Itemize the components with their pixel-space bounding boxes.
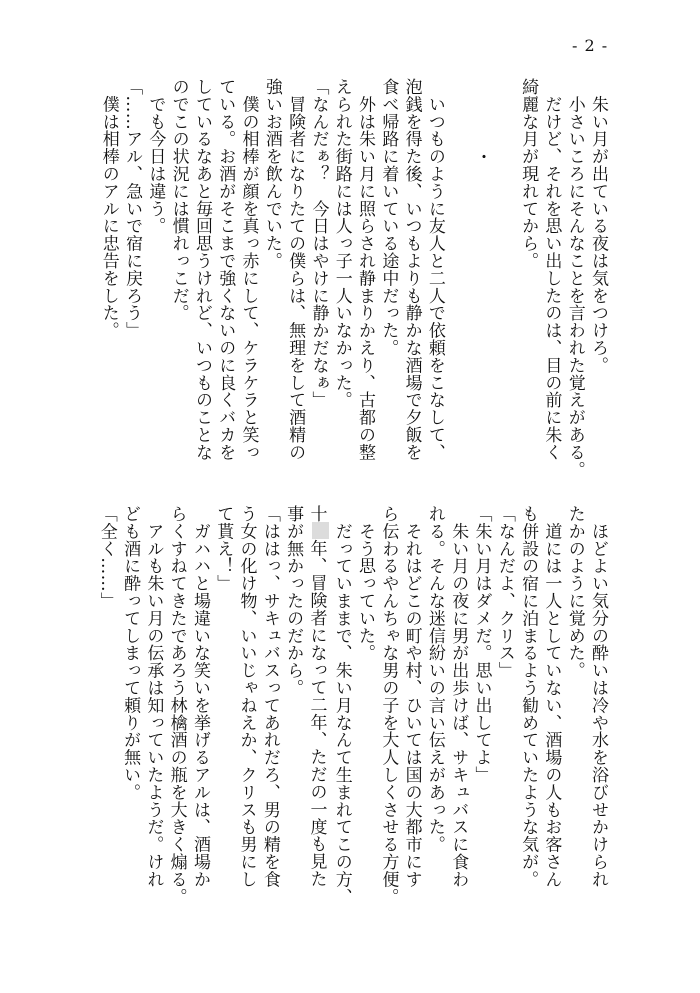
text-line: 「朱い月はダメだ。思い出してよ」 xyxy=(471,505,492,784)
top-text-section xyxy=(96,78,609,479)
text-line: 「全く……」 xyxy=(96,505,117,610)
text-line: れる。そんな迷信紛いの言い伝えがあった。 xyxy=(424,505,445,853)
text-line: 朱い月が出ている夜は気をつけろ。 xyxy=(588,78,608,374)
text-line: 「……アル、急いで宿に戻ろう」 xyxy=(122,78,143,339)
page-number: - 2 - xyxy=(572,36,609,55)
text-line: でも今日は違う。 xyxy=(145,78,166,235)
section-break-dot: ・ xyxy=(471,148,492,166)
text-line: ている。お酒がそこまで強くないのに良くバカを xyxy=(215,78,236,461)
text-prefix: 十 xyxy=(306,505,327,523)
text-line: らくすねてきたであろう林檎酒の瓶を大きく煽る。 xyxy=(166,505,187,906)
text-line: そう思っていた。 xyxy=(355,505,376,662)
text-rest: 年、冒険者になって二年、ただの一度も見た xyxy=(306,539,327,888)
text-line: ほどよい気分の酔いは冷や水を浴びせかけられ xyxy=(588,505,608,888)
text-line: 僕の相棒が顔を真っ赤にして、ケラケラと笑っ xyxy=(238,78,259,461)
text-line: ガハハと場違いな笑いを挙げるアルは、酒場か xyxy=(189,505,210,888)
text-line: 冒険者になりたての僕らは、無理をして酒精の xyxy=(285,78,306,461)
bottom-text-section xyxy=(94,505,609,906)
text-line: だっていままで、朱い月なんて生まれてこの方、 xyxy=(331,505,352,906)
text-line: ら伝わるやんちゃな男の子を大人しくさせる方便。 xyxy=(378,505,399,906)
text-line: う女の化け物、いいじゃねえか、クリスも男にし xyxy=(236,505,257,888)
text-line: も併設の宿に泊まるよう勧めていたような気が。 xyxy=(518,505,539,888)
text-line: 泡銭を得た後、いつもよりも静かな酒場で夕飯を xyxy=(401,78,422,461)
text-line xyxy=(304,505,329,900)
text-line: 「ははっ、サキュバスってあれだろ、男の精を食 xyxy=(259,505,280,888)
text-line: 道には一人としていない、酒場の人もお客さん xyxy=(541,505,562,888)
blank-line xyxy=(493,78,516,473)
text-line: 「なんだよ、クリス」 xyxy=(494,505,515,679)
text-line: たかのように覚めた。 xyxy=(564,505,585,679)
text-line: それはどこの町や村、ひいては国の大都市にす xyxy=(401,505,422,888)
text-line: しているなあと毎回思うけれど、いつものことな xyxy=(191,78,212,461)
text-line: 朱い月の夜に男が出歩けば、サキュバスに食わ xyxy=(448,505,469,888)
text-line: アルも朱い月の伝承は知っていたようだ。けれ xyxy=(143,505,164,888)
text-line: のでこの状況には慣れっこだ。 xyxy=(168,78,189,322)
text-line: 外は朱い月に照らされ静まりかえり、古都の整 xyxy=(355,78,376,461)
text-line: だけど、それを思い出したのは、目の前に朱く xyxy=(541,78,562,461)
text-line: て貰え！」 xyxy=(213,505,234,592)
highlight-box xyxy=(312,522,329,539)
text-line: 事が無かったのだから。 xyxy=(283,505,304,697)
text-line: ども酒に酔ってしまって頼りが無い。 xyxy=(120,505,141,801)
text-line: 小さいころにそんなことを言われた覚えがある。 xyxy=(564,78,585,479)
text-line: えられた街路には人っ子一人いなかった。 xyxy=(331,78,352,409)
text-line: 綺麗な月が現れてから。 xyxy=(518,78,539,270)
text-line: 強いお酒を飲んでいた。 xyxy=(261,78,282,270)
text-line: 「なんだぁ？ 今日はやけに静かだなぁ」 xyxy=(308,78,329,409)
text-line: 食べ帰路に着いている途中だった。 xyxy=(378,78,399,357)
text-line: 僕は相棒のアルに忠告をした。 xyxy=(98,78,119,339)
blank-line xyxy=(446,78,469,473)
text-line: いつものように友人と二人で依頼をこなして、 xyxy=(424,78,445,461)
